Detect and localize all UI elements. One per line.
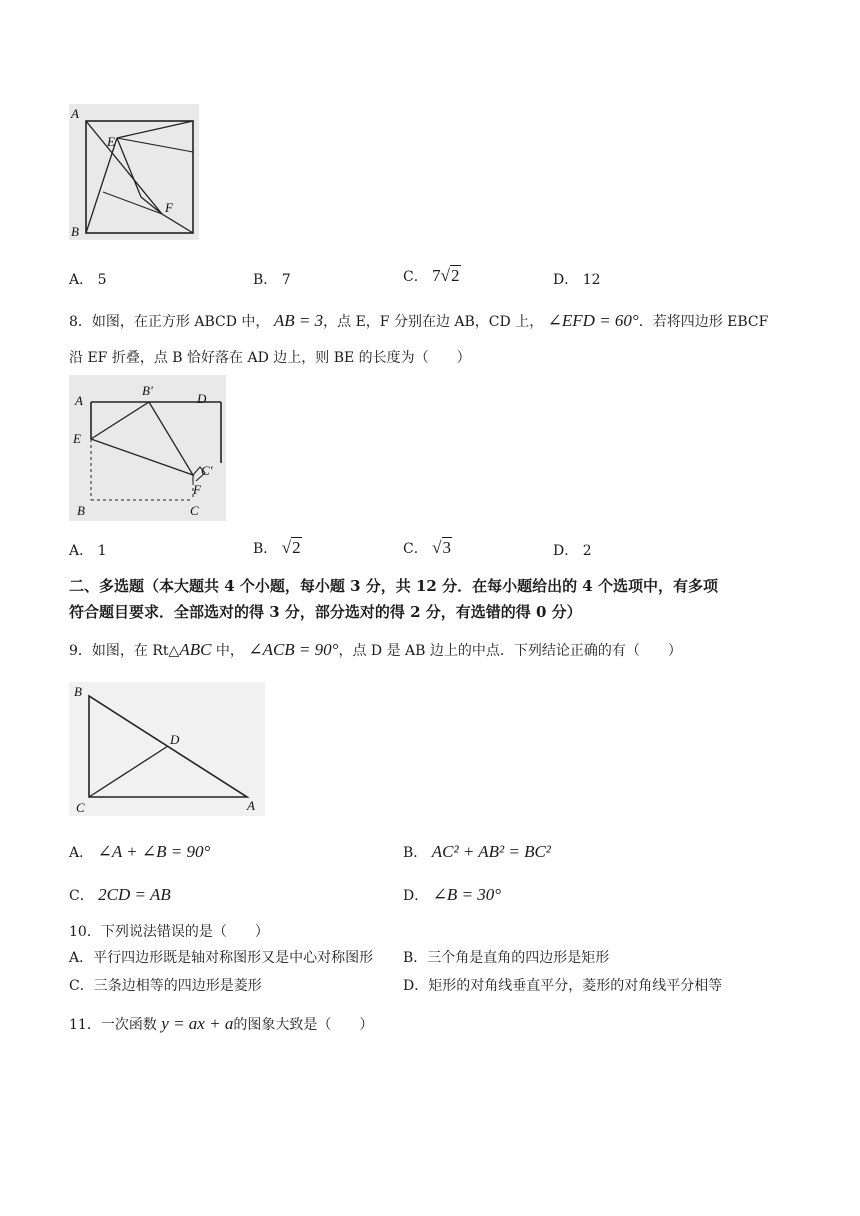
q8-option-d-value: 2	[582, 543, 592, 559]
q9-option-a[interactable]	[69, 842, 210, 863]
q9-stem-b: 中，	[211, 643, 244, 659]
q11-stem-a: 11．一次函数	[69, 1017, 157, 1033]
q10-option-c-letter: C．	[69, 978, 94, 994]
q10-option-a-letter: A．	[69, 950, 94, 966]
q7-option-b-letter: B．	[253, 272, 278, 288]
q11-stem	[69, 1014, 373, 1035]
q9-label-c: C	[76, 800, 85, 815]
q7-option-a[interactable]	[69, 270, 107, 290]
q9-stem-a: 如图，在 Rt△	[91, 643, 180, 659]
sqrt-symbol: √3	[432, 538, 452, 557]
q7-option-b[interactable]	[253, 270, 291, 290]
q7-label-f: F	[165, 200, 173, 215]
section2-heading-line1: 二、多选题（本大题共 4 个小题，每小题 3 分，共 12 分．在每小题给出的 4 个选项中，有多项	[69, 577, 718, 595]
q8-option-d-letter: D．	[553, 543, 579, 559]
q8-label-e: E	[73, 431, 81, 446]
q7-option-a-value: 5	[97, 272, 107, 288]
q10-option-d-text: 矩形的对角线垂直平分，菱形的对角线平分相等	[428, 978, 723, 994]
q9-number: 9．	[69, 643, 92, 659]
q8-stem-line1	[69, 311, 768, 332]
q10-stem: 10．下列说法错误的是（ ）	[69, 924, 269, 940]
q8-label-c-prime: C'	[201, 463, 213, 478]
q9-option-a-letter: A．	[69, 845, 94, 861]
q9-option-b-letter: B．	[403, 845, 428, 861]
q8-number: 8．	[69, 314, 92, 330]
q10-option-a-text: 平行四边形既是轴对称图形又是中心对称图形	[93, 950, 374, 966]
q9-option-b-math: AC² + AB² = BC²	[431, 842, 551, 861]
q7-option-d[interactable]	[553, 270, 601, 290]
q7-figure	[69, 104, 199, 240]
q10-option-c-text: 三条边相等的四边形是菱形	[93, 978, 262, 994]
q7-label-b: B	[71, 224, 79, 239]
q7-option-c[interactable]	[403, 266, 461, 287]
q9-label-b: B	[74, 684, 82, 699]
q9-option-d-letter: D．	[403, 888, 429, 904]
q9-option-b[interactable]	[403, 842, 551, 863]
q9-option-a-math: ∠A + ∠B = 90°	[97, 842, 211, 861]
q11-math: y = ax + a	[161, 1014, 234, 1033]
q8-label-b-prime: B'	[142, 383, 153, 398]
q7-option-c-coef: 7	[432, 266, 441, 285]
q11-stem-b: 的图象大致是（ ）	[233, 1017, 374, 1033]
q8-label-f: F	[193, 482, 201, 497]
q7-option-c-radicand: 2	[451, 266, 460, 285]
q8-option-a-value: 1	[97, 543, 107, 559]
q7-option-a-letter: A．	[69, 272, 94, 288]
q9-stem-abc: ABC	[179, 640, 212, 659]
q8-option-b-letter: B．	[253, 541, 278, 557]
q8-label-a: A	[75, 393, 83, 408]
section2-heading-line2: 符合题目要求．全部选对的得 3 分，部分选对的得 2 分，有选错的得 0 分）	[69, 603, 582, 621]
q8-math-ab: AB = 3	[273, 311, 324, 330]
q8-option-b[interactable]	[253, 538, 302, 559]
q8-option-c-radicand: 3	[442, 538, 452, 557]
q7-label-e: E	[107, 134, 115, 149]
q10-option-b-text: 三个角是直角的四边形是矩形	[427, 950, 610, 966]
q8-label-d: D	[197, 391, 207, 406]
q8-label-c: C	[190, 503, 199, 518]
q8-figure	[69, 375, 226, 521]
q8-option-a[interactable]	[69, 541, 107, 561]
q9-option-c[interactable]	[69, 885, 171, 906]
q10-option-a[interactable]	[69, 948, 373, 968]
q8-option-c-letter: C．	[403, 541, 428, 557]
q9-figure	[69, 682, 265, 816]
q9-math-angle: ∠ACB = 90°	[248, 640, 339, 659]
q10-option-b[interactable]	[403, 948, 609, 968]
sqrt-symbol: √2	[281, 538, 301, 557]
q7-option-b-value: 7	[281, 272, 291, 288]
q7-option-d-value: 12	[582, 272, 601, 288]
q8-option-d[interactable]	[553, 541, 592, 561]
q9-stem-c: ，点 D 是 AB 边上的中点．下列结论正确的有（ ）	[338, 643, 682, 659]
q9-stem	[69, 640, 682, 661]
q7-option-d-letter: D．	[553, 272, 579, 288]
q9-option-d[interactable]	[403, 885, 501, 906]
q8-math-angle: ∠EFD = 60°	[547, 311, 639, 330]
q8-stem-1a: 如图，在正方形 ABCD 中，	[91, 314, 270, 330]
q9-option-c-letter: C．	[69, 888, 94, 904]
q9-label-a: A	[247, 798, 255, 813]
q9-option-d-math: ∠B = 30°	[432, 885, 502, 904]
q7-option-c-letter: C．	[403, 269, 428, 285]
q10-option-d[interactable]	[403, 976, 722, 996]
q8-option-b-radicand: 2	[292, 538, 301, 557]
q8-label-b: B	[77, 503, 85, 518]
q8-option-c[interactable]	[403, 538, 452, 559]
q10-option-b-letter: B．	[403, 950, 428, 966]
sqrt-symbol: √2	[440, 266, 460, 285]
q8-stem-1c: ．若将四边形 EBCF	[638, 314, 769, 330]
q7-label-a: A	[71, 106, 79, 121]
q8-stem-1b: ，点 E，F 分别在边 AB，CD 上，	[323, 314, 544, 330]
q10-option-d-letter: D．	[403, 978, 429, 994]
q8-option-a-letter: A．	[69, 543, 94, 559]
q9-option-c-math: 2CD = AB	[98, 885, 171, 904]
q9-label-d: D	[170, 732, 180, 747]
q8-stem-line2: 沿 EF 折叠，点 B 恰好落在 AD 边上，则 BE 的长度为（ ）	[69, 350, 471, 366]
q10-option-c[interactable]	[69, 976, 262, 996]
